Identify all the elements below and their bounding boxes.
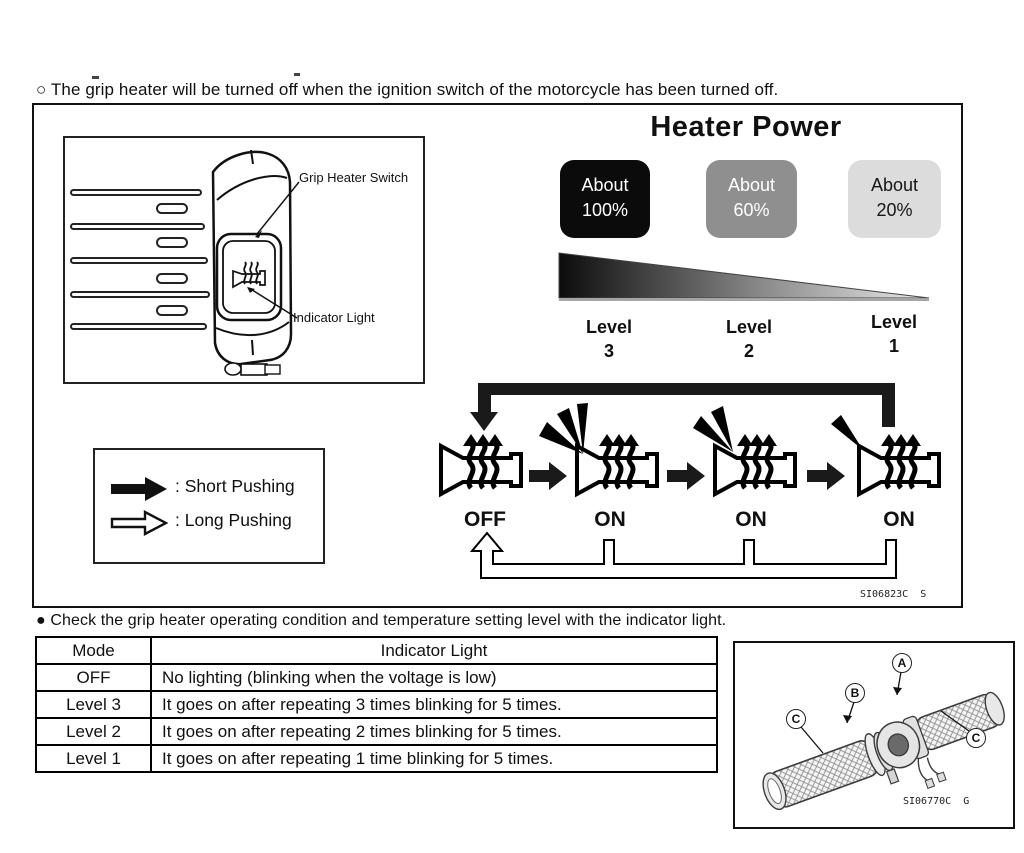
table-header-row <box>36 637 717 664</box>
long-push-label: : Long Pushing <box>175 510 292 530</box>
part-label-c: C <box>786 709 806 729</box>
level-3-label <box>563 315 655 363</box>
blink-rays-3 <box>539 403 588 454</box>
desc-cell: It goes on after repeating 3 times blinking for 5 times. <box>151 691 717 718</box>
long-push-arrow-icon <box>110 510 168 536</box>
state-off-label: OFF <box>464 508 506 531</box>
level-number: 1 <box>888 336 899 356</box>
level-word: Level <box>725 317 773 337</box>
mode-cell: OFF <box>36 664 151 691</box>
part-label-a: A <box>892 653 912 673</box>
table-row <box>36 718 717 745</box>
power-box-60 <box>706 160 797 238</box>
heater-grip-icon <box>441 434 521 494</box>
state-on-label: ON <box>883 508 915 531</box>
mode-cell: Level 2 <box>36 718 151 745</box>
power-gradient-wedge <box>557 250 932 306</box>
desc-cell: No lighting (blinking when the voltage is low) <box>151 664 717 691</box>
level-word: Level <box>585 317 633 337</box>
heater-power-figure <box>32 103 963 608</box>
mode-cell: Level 1 <box>36 745 151 772</box>
table-row <box>36 691 717 718</box>
grip-parts-figure <box>733 641 1015 829</box>
blink-rays-1 <box>831 415 863 450</box>
power-box-100 <box>560 160 650 238</box>
long-push-return-path <box>450 530 920 585</box>
power-box-line1: About <box>870 175 919 195</box>
heater-grip-icon <box>715 434 795 494</box>
heater-power-title: Heater Power <box>650 111 842 143</box>
scan-artifact <box>294 73 300 76</box>
scan-artifact <box>92 76 99 79</box>
col-header-mode: Mode <box>36 637 151 664</box>
figure-code: SI06823C S <box>860 589 927 600</box>
indicator-light-table <box>35 636 718 773</box>
figure-code: SI06770C G <box>903 796 970 807</box>
col-header-indicator: Indicator Light <box>151 637 717 664</box>
level-1-label <box>848 310 940 358</box>
power-box-line1: About <box>727 175 776 195</box>
level-number: 3 <box>603 341 614 361</box>
intro-line <box>36 80 778 100</box>
level-2-label <box>703 315 795 363</box>
short-push-label: : Short Pushing <box>175 476 295 496</box>
dot-bullet: ● <box>36 612 46 629</box>
check-line <box>36 612 726 630</box>
short-push-arrow-icon <box>110 476 168 502</box>
level-word: Level <box>870 312 918 332</box>
power-box-line2: 100% <box>581 200 629 220</box>
indicator-light-label: Indicator Light <box>293 310 375 325</box>
power-box-20 <box>848 160 941 238</box>
part-label-b: B <box>845 683 865 703</box>
table-row <box>36 745 717 772</box>
mode-cell: Level 3 <box>36 691 151 718</box>
level-number: 2 <box>743 341 754 361</box>
power-box-line2: 20% <box>876 200 913 220</box>
power-box-line1: About <box>581 175 629 195</box>
switch-illustration-box <box>63 136 425 384</box>
circle-bullet: ○ <box>36 80 47 99</box>
desc-cell: It goes on after repeating 2 times blinking for 5 times. <box>151 718 717 745</box>
check-text: Check the grip heater operating condition and temperature setting level with the indicator light. <box>50 612 727 629</box>
power-box-line2: 60% <box>733 200 770 220</box>
intro-text: The grip heater will be turned off when the ignition switch of the motorcycle has been turned off. <box>50 80 779 99</box>
heater-grip-icon <box>859 434 939 494</box>
mode-cycle-diagram <box>435 370 960 502</box>
desc-cell: It goes on after repeating 1 time blinking for 5 times. <box>151 745 717 772</box>
heater-grip-icon <box>577 434 657 494</box>
push-legend-box <box>93 448 325 564</box>
grip-heater-switch-label: Grip Heater Switch <box>299 170 409 185</box>
state-on-label: ON <box>594 508 626 531</box>
state-on-label: ON <box>735 508 767 531</box>
table-row <box>36 664 717 691</box>
part-label-c: C <box>966 728 986 748</box>
